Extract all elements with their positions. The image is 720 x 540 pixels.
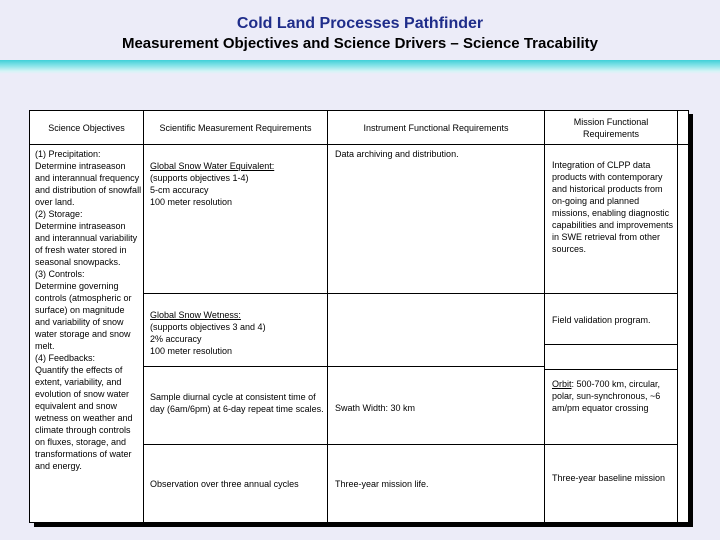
snow-water-equivalent-requirement	[150, 148, 322, 220]
column-divider	[327, 111, 328, 522]
row-divider	[545, 293, 677, 294]
page-title: Cold Land Processes Pathfinder	[236, 15, 484, 32]
mission-life-requirement: Three-year mission life.	[335, 479, 429, 489]
snow-wetness-requirement	[150, 297, 322, 369]
header-mission-requirements: Mission Functional Requirements	[573, 116, 649, 139]
header-measurement-requirements: Scientific Measurement Requirements	[159, 122, 312, 133]
row-divider	[144, 293, 544, 294]
traceability-table	[29, 110, 689, 523]
swath-width-requirement: Swath Width: 30 km	[335, 403, 416, 413]
row-divider	[545, 444, 677, 445]
swe-details: (supports objectives 1-4) 5-cm accuracy 100 meter resolution	[150, 173, 249, 207]
swe-heading: Global Snow Water Equivalent:	[150, 161, 275, 171]
wetness-details: (supports objectives 3 and 4) 2% accuracy 100 meter resolution	[150, 322, 266, 356]
title-divider-bar	[0, 60, 720, 74]
row-divider	[144, 444, 544, 445]
data-archiving-requirement: Data archiving and distribution.	[335, 149, 459, 159]
orbit-requirement	[552, 378, 674, 414]
field-validation-requirement: Field validation program.	[552, 315, 651, 325]
column-divider	[544, 111, 545, 522]
orbit-label: Orbit	[552, 379, 572, 389]
header-science-objectives: Science Objectives	[48, 122, 125, 133]
row-divider	[545, 369, 677, 370]
science-objectives-text: (1) Precipitation: Determine intraseason and interannual frequency and distribution of snowfall over land. (2) Storage: Determine intraseason and interannual variability of fresh water stored in seasonal snowpacks. (3) Controls: Determine governing controls (atmospheric or surface) on magnitude and variability of snow water storage and snow melt. (4) Feedbacks: Quantify the effects of extent, variability, and evolution of snow water equivalent and snow wetness on weather and climate through controls on fluxes, storage, and transformations of water and energy.	[35, 149, 142, 471]
page-subtitle: Measurement Objectives and Science Drivers – Science Tracability	[121, 35, 599, 52]
baseline-mission-requirement: Three-year baseline mission	[552, 473, 666, 483]
title-block	[0, 14, 720, 54]
diurnal-sampling-requirement: Sample diurnal cycle at consistent time of day (6am/6pm) at 6-day repeat time scales.	[150, 392, 324, 414]
header-instrument-requirements: Instrument Functional Requirements	[363, 122, 509, 133]
column-divider	[143, 111, 144, 522]
wetness-heading: Global Snow Wetness:	[150, 310, 241, 320]
header-divider	[30, 144, 688, 145]
column-divider	[677, 111, 678, 522]
data-integration-requirement: Integration of CLPP data products with contemporary and historical products from on-going and planned missions, enabling diagnostic capabilities and improvements in SWE retrieval from other sources.	[552, 160, 674, 254]
observation-period-requirement: Observation over three annual cycles	[150, 479, 299, 489]
orbit-details: : 500-700 km, circular, polar, sun-synchronous, ~6 am/pm equator crossing	[552, 379, 661, 413]
row-divider	[545, 344, 677, 345]
